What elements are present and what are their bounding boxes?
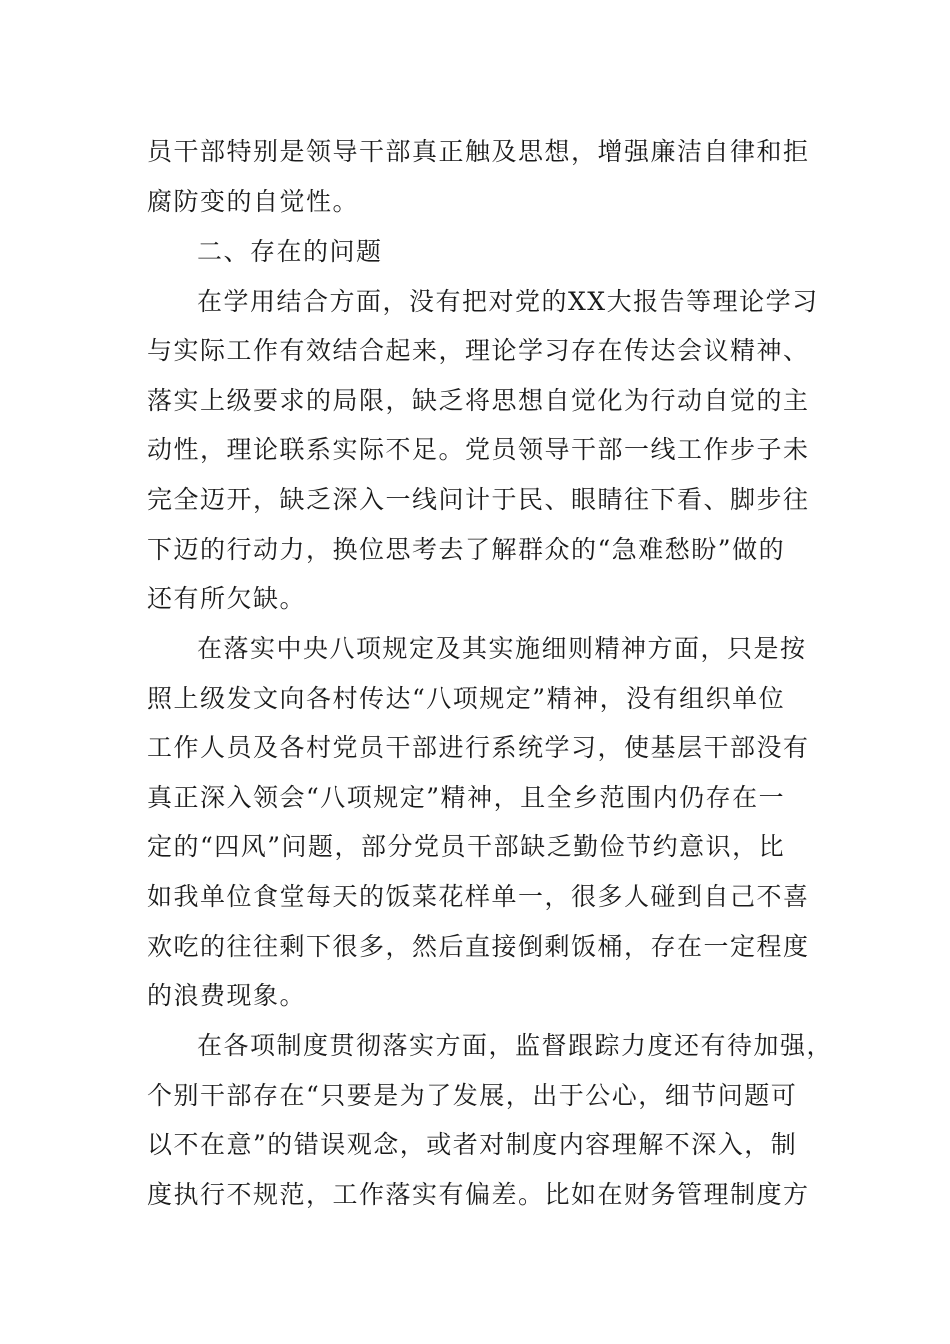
text-line: 真正深入领会“八项规定”精神，且全乡范围内仍存在一 bbox=[147, 783, 786, 812]
text-line: 照上级发文向各村传达“八项规定”精神，没有组织单位 bbox=[147, 684, 786, 713]
text-line: 个别干部存在“只要是为了发展，出于公心，细节问题可 bbox=[147, 1081, 798, 1110]
paragraph-first-line: 在学用结合方面，没有把对党的XX大报告等理论学习 bbox=[197, 287, 819, 316]
text-line: 完全迈开，缺乏深入一线问计于民、眼睛往下看、脚步往 bbox=[147, 485, 810, 514]
text-line: 以不在意”的错误观念，或者对制度内容理解不深入，制 bbox=[147, 1130, 798, 1159]
text-line: 欢吃的往往剩下很多，然后直接倒剩饭桶，存在一定程度 bbox=[147, 932, 810, 961]
text-line: 的浪费现象。 bbox=[147, 981, 307, 1010]
text-line: 还有所欠缺。 bbox=[147, 584, 307, 613]
section-heading: 二、存在的问题 bbox=[197, 237, 383, 266]
text-line: 定的“四风”问题，部分党员干部缺乏勤俭节约意识，比 bbox=[147, 832, 786, 861]
text-line: 如我单位食堂每天的饭菜花样单一，很多人碰到自己不喜 bbox=[147, 882, 810, 911]
text-line: 下迈的行动力，换位思考去了解群众的“急难愁盼”做的 bbox=[147, 535, 786, 564]
text-line: 落实上级要求的局限，缺乏将思想自觉化为行动自觉的主 bbox=[147, 386, 810, 415]
text-line: 与实际工作有效结合起来，理论学习存在传达会议精神、 bbox=[147, 336, 810, 365]
text-line: 度执行不规范，工作落实有偏差。比如在财务管理制度方 bbox=[147, 1180, 810, 1209]
text-line: 动性，理论联系实际不足。党员领导干部一线工作步子未 bbox=[147, 435, 810, 464]
text-line: 腐防变的自觉性。 bbox=[147, 187, 360, 216]
text-line: 工作人员及各村党员干部进行系统学习，使基层干部没有 bbox=[147, 733, 810, 762]
paragraph-first-line: 在落实中央八项规定及其实施细则精神方面，只是按 bbox=[197, 634, 807, 663]
text-line: 员干部特别是领导干部真正触及思想，增强廉洁自律和拒 bbox=[147, 137, 810, 166]
paragraph-first-line: 在各项制度贯彻落实方面，监督跟踪力度还有待加强， bbox=[197, 1031, 834, 1060]
